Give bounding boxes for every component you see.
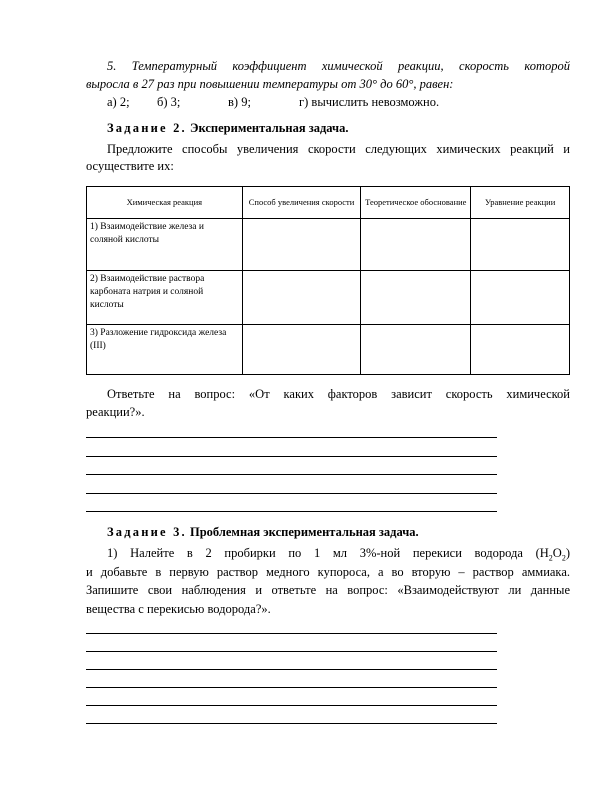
header-theory: Теоретическое обоснование [361,187,471,219]
task-3-line-4: вещества с перекисью водорода?». [86,602,271,616]
row-2-reaction: 2) Взаимодействие раствора карбоната натрия и соляной кислоты [87,271,243,325]
row-2-equation-cell[interactable] [471,271,570,325]
answer-line[interactable] [86,633,497,634]
task-2-intro-line-1: Предложите способы увеличения скорости следующих химических реакций и [107,142,570,156]
task-3-heading-label: Задание 3. [107,525,187,539]
task-2-question-line-2: реакции?». [86,405,145,419]
task-2-intro-line-2: осуществите их: [86,159,174,173]
subscript: 2 [548,553,553,563]
option-b: б) 3; [157,95,181,109]
task-2-heading-title: Экспериментальная задача. [186,121,349,135]
answer-line[interactable] [86,651,497,652]
task-3-line-2: и добавьте в первую раствор медного купороса, а во вторую – раствор аммиака. [86,565,570,579]
option-a: а) 2; [107,95,130,109]
task-3-line-1-text: 1) Налейте в 2 пробирки по 1 мл 3%-ной перекиси водорода (H [107,546,549,560]
question-5-line-2: выросла в 27 раз при повышении температуры от 30° до 60°, равен: [86,77,454,91]
task-2-heading [107,121,348,136]
row-1-theory-cell[interactable] [361,219,471,271]
row-1-reaction: 1) Взаимодействие железа и соляной кислоты [87,219,243,271]
row-1-method-cell[interactable] [242,219,361,271]
row-1-equation-cell[interactable] [471,219,570,271]
task-2-question-line-1: Ответьте на вопрос: «От каких факторов зависит скорость химической [107,387,570,401]
answer-line[interactable] [86,456,497,457]
row-3-equation-cell[interactable] [471,325,570,375]
header-method: Способ увеличения скорости [242,187,361,219]
table-row [87,219,570,271]
task-3-line-1-close: ) [565,546,570,560]
header-equation: Уравнение реакции [471,187,570,219]
task-3-heading [107,525,419,540]
reactions-table [86,186,570,375]
row-2-method-cell[interactable] [242,271,361,325]
table-row [87,271,570,325]
answer-line[interactable] [86,669,497,670]
option-c: в) 9; [228,95,251,109]
option-d: г) вычислить невозможно. [299,95,440,109]
row-3-theory-cell[interactable] [361,325,471,375]
row-2-theory-cell[interactable] [361,271,471,325]
answer-line[interactable] [86,723,497,724]
task-2-heading-label: Задание 2. [107,121,187,135]
header-reaction: Химическая реакция [87,187,243,219]
table-row [87,325,570,375]
answer-line[interactable] [86,474,497,475]
question-5-line-1: 5. Температурный коэффициент химической реакции, скорость которой [107,59,570,73]
answer-line[interactable] [86,687,497,688]
task-3-line-1-o: O [552,546,562,560]
row-3-method-cell[interactable] [242,325,361,375]
answer-line[interactable] [86,511,497,512]
answer-line[interactable] [86,493,497,494]
answer-line[interactable] [86,705,497,706]
task-3-line-3: Запишите свои наблюдения и ответьте на вопрос: «Взаимодействуют ли данные [86,583,570,597]
table-header-row [87,187,570,219]
answer-line[interactable] [86,437,497,438]
subscript: 2 [561,553,566,563]
row-3-reaction: 3) Разложение гидроксида железа (III) [87,325,243,375]
task-3-heading-title: Проблемная экспериментальная задача. [186,525,419,539]
